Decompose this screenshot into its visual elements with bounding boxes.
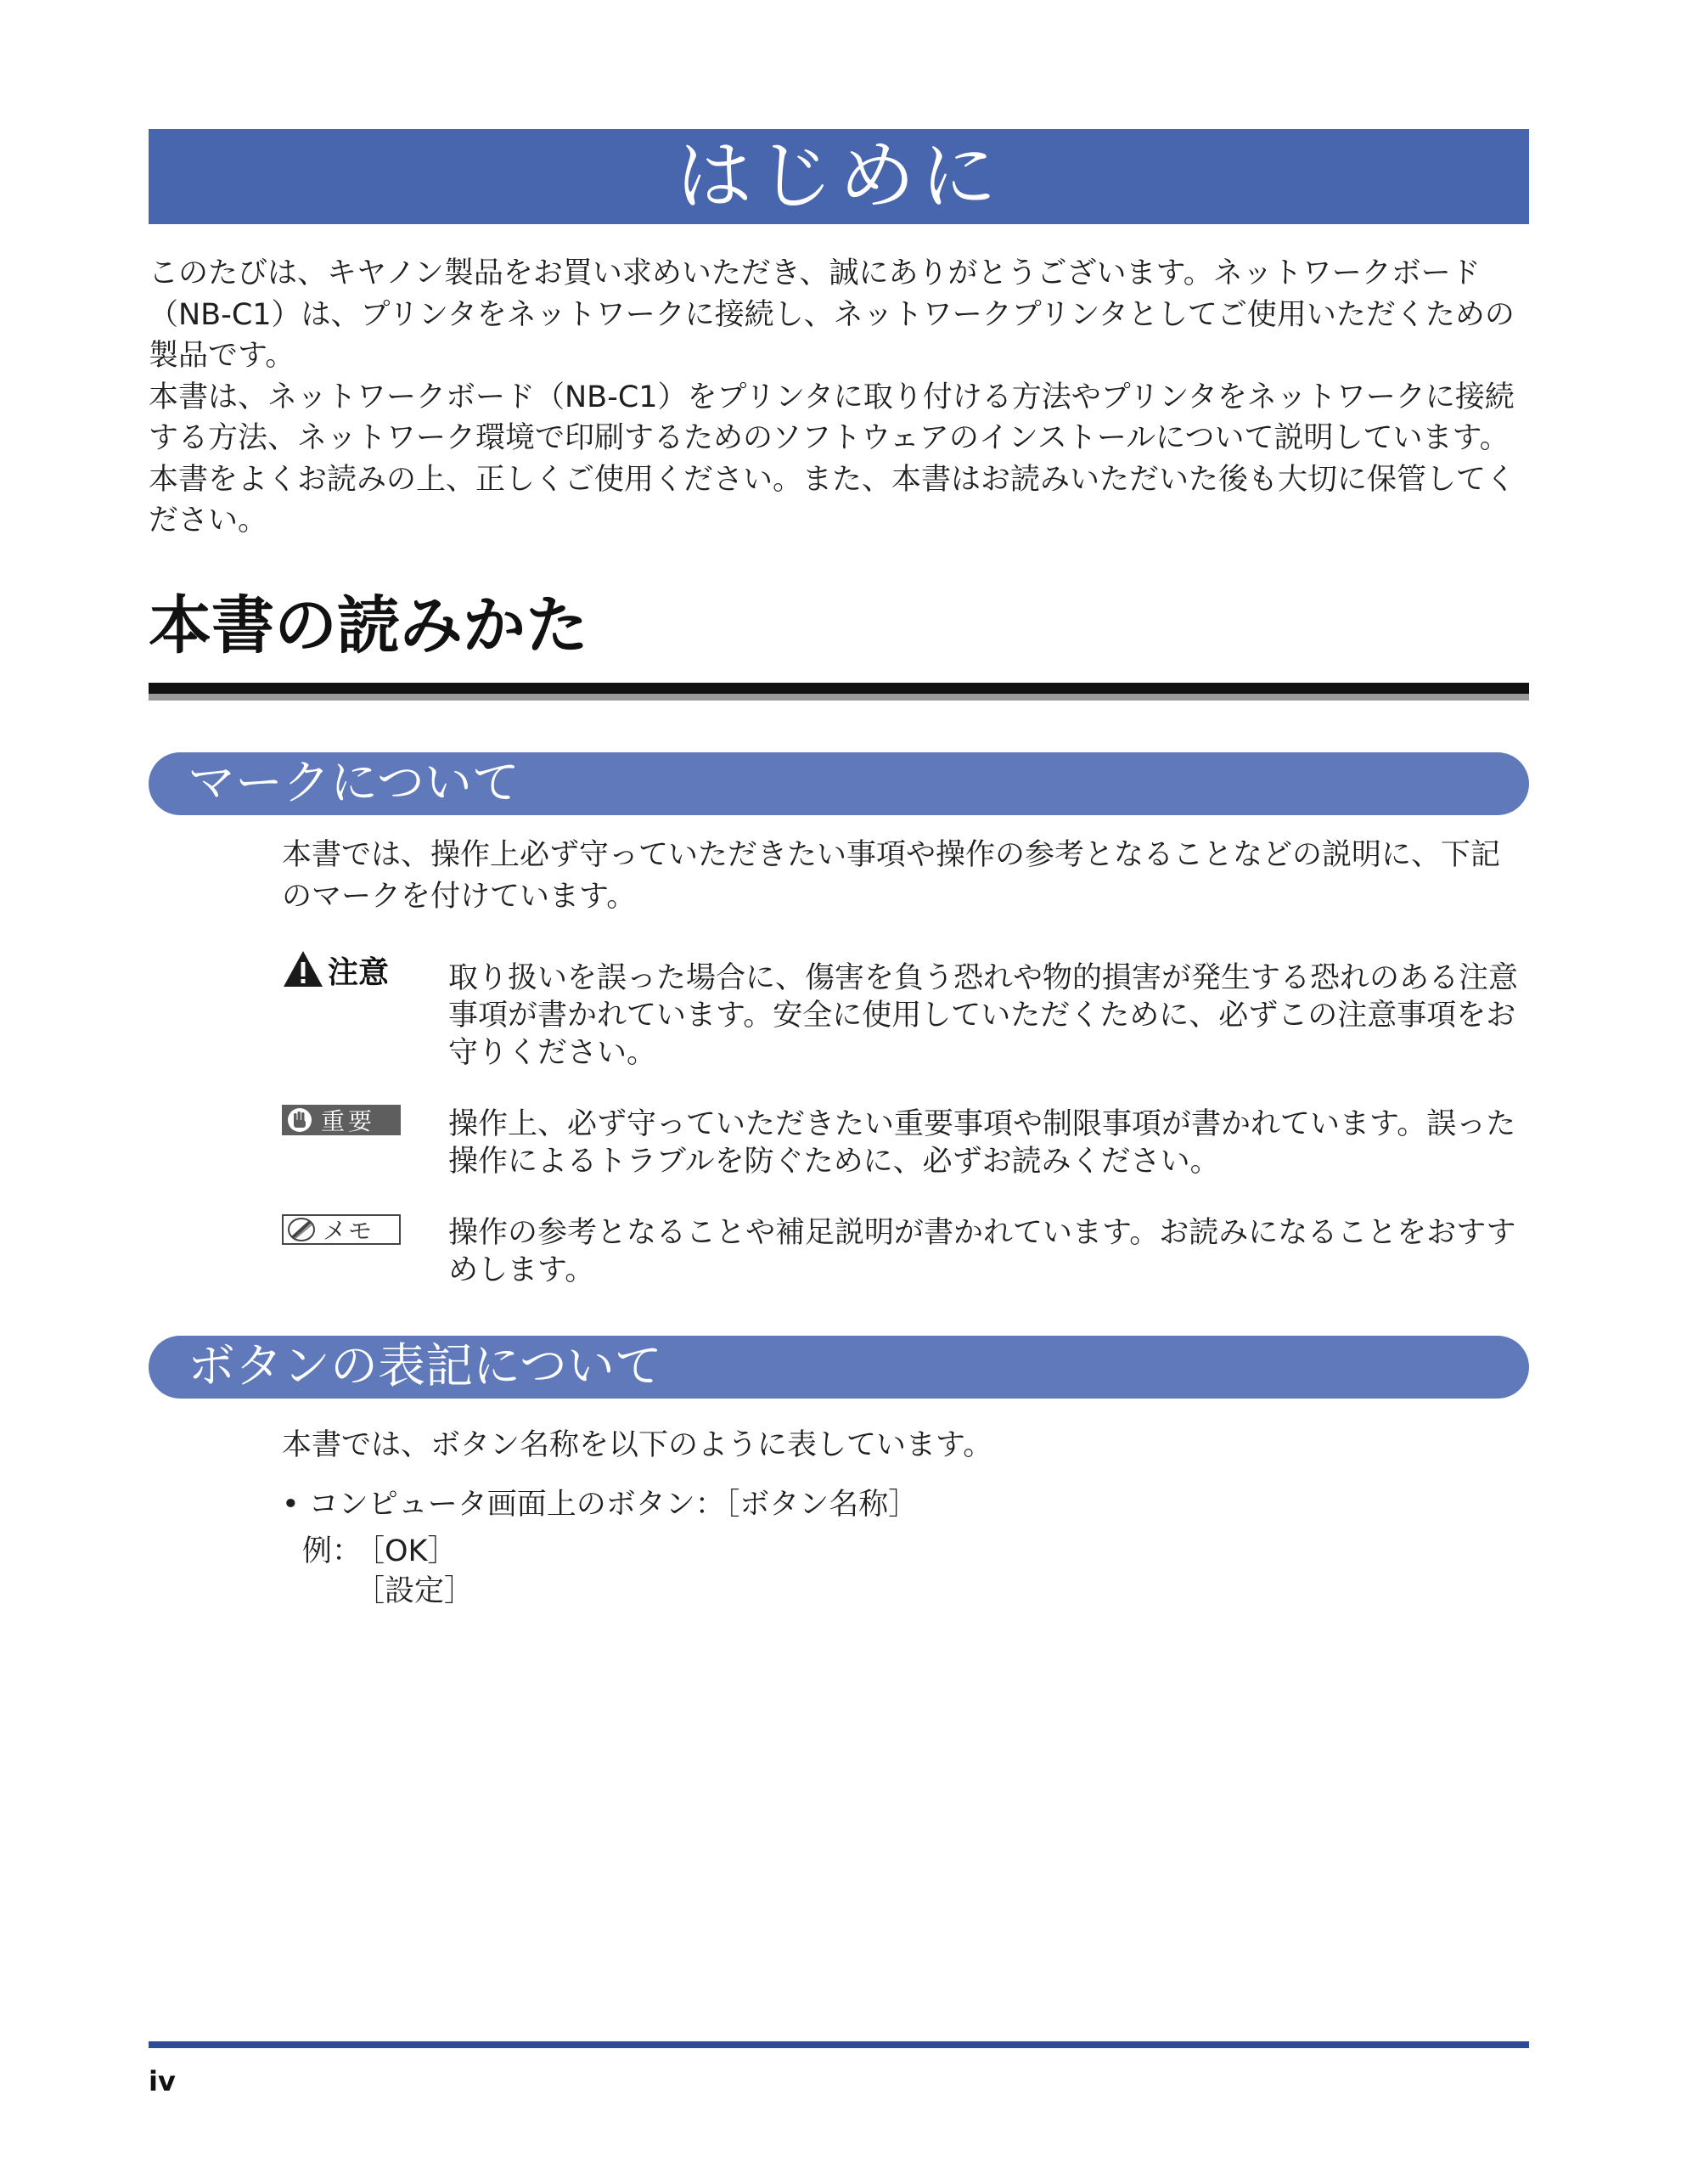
- example-ok: ［OK］: [355, 1534, 458, 1568]
- section-rule-shadow: [149, 694, 1529, 701]
- memo-description: 操作の参考となることや補足説明が書かれています。お読みになることをおすすめします。: [448, 1216, 1516, 1287]
- intro-paragraph-2: 本書は、ネットワークボード（NB-C1）をプリンタに取り付ける方法やプリンタをネットワークに接続する方法、ネットワーク環境で印刷するためのソフトウェアのインストールについて説明しています。本書をよくお読みの上、正しくご使用ください。また、本書はお読みいただいた後も大切に保管してください。: [149, 380, 1516, 538]
- important-description: 操作上、必ず守っていただきたい重要事項や制限事項が書かれています。誤った操作によるトラブルを防ぐために、必ずお読みください。: [448, 1107, 1516, 1179]
- important-label: [282, 1105, 401, 1135]
- footer-rule: [149, 2041, 1529, 2048]
- section-heading: 本書の読みかた: [149, 589, 588, 662]
- caution-label-text: 注意: [328, 955, 390, 990]
- marks-intro: 本書では、操作上必ず守っていただきたい事項や操作の参考となることなどの説明に、下記のマークを付けています。: [282, 838, 1501, 914]
- buttons-intro: 本書では、ボタン名称を以下のように表しています。: [282, 1428, 993, 1462]
- example-settings: ［設定］: [355, 1574, 475, 1608]
- subheading-marks-label: マークについて: [188, 756, 520, 811]
- buttons-bullet: • コンピュータ画面上のボタン：［ボタン名称］: [282, 1488, 919, 1522]
- intro-text: [149, 253, 1529, 542]
- memo-label-text: メモ: [323, 1217, 374, 1245]
- example-prefix: 例：: [302, 1534, 363, 1568]
- intro-paragraph-1: このたびは、キヤノン製品をお買い求めいただき、誠にありがとうございます。ネットワークボード（NB-C1）は、プリンタをネットワークに接続し、ネットワークプリンタとしてご使用いただくための製品です。: [149, 256, 1515, 373]
- memo-badge: [282, 1214, 401, 1245]
- caution-description: 取り扱いを誤った場合に、傷害を負う恐れや物的損害が発生する恐れのある注意事項が書かれています。安全に使用していただくために、必ずこの注意事項をお守りください。: [448, 961, 1519, 1070]
- caution-label: [282, 948, 389, 992]
- page-number: iv: [149, 2065, 176, 2097]
- warning-triangle-icon: [282, 949, 324, 992]
- section-rule: [149, 683, 1529, 694]
- important-label-text: 重要: [321, 1107, 376, 1135]
- title-banner: [149, 129, 1529, 224]
- memo-label: [282, 1214, 401, 1245]
- subheading-buttons-label: ボタンの表記について: [188, 1339, 662, 1394]
- page-title: はじめに: [676, 132, 1002, 221]
- important-badge: [282, 1105, 401, 1135]
- pencil-icon: [287, 1217, 316, 1242]
- stop-hand-icon: [287, 1107, 312, 1133]
- subheading-buttons: [149, 1336, 1529, 1399]
- subheading-marks: [149, 752, 1529, 815]
